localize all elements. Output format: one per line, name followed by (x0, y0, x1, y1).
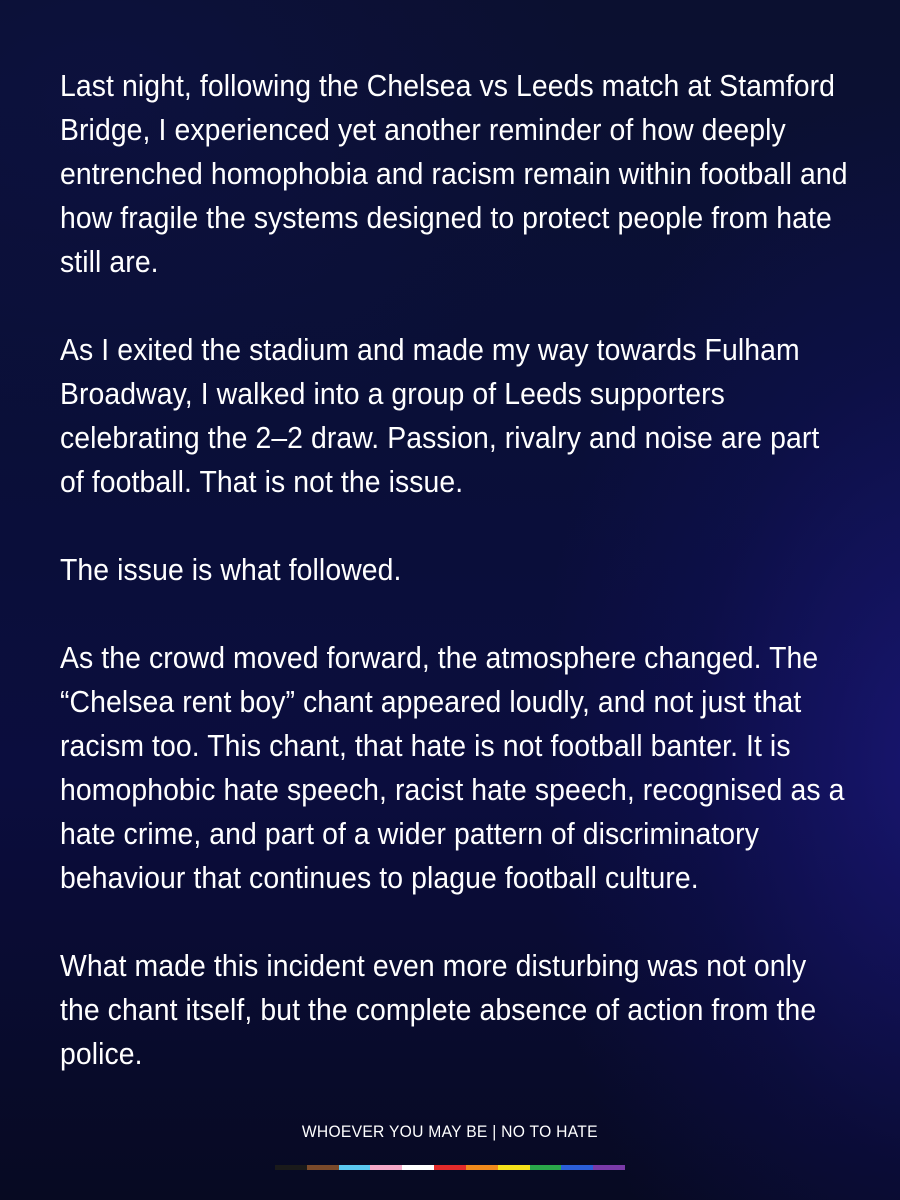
statement-paragraph-5: What made this incident even more disturbing was not only the chant itself, but the complete absence of action from the police. (60, 949, 817, 1071)
stripe-segment-10 (561, 1165, 593, 1170)
stripe-segment-11 (593, 1165, 625, 1170)
footer-slogan: WHOEVER YOU MAY BE | NO TO HATE (302, 1122, 598, 1141)
stripe-segment-8 (498, 1165, 530, 1170)
progress-pride-stripe (275, 1165, 625, 1170)
stripe-segment-5 (402, 1165, 434, 1170)
statement-body (60, 64, 850, 1120)
stripe-segment-2 (307, 1165, 339, 1170)
footer (0, 1122, 900, 1142)
statement-paragraph-1: Last night, following the Chelsea vs Leeds match at Stamford Bridge, I experienced yet another reminder of how deeply entrenched homophobia and racism remain within football and how fragile the systems designed to protect people from hate still are. (60, 69, 848, 279)
stripe-segment-9 (530, 1165, 562, 1170)
stripe-segment-6 (434, 1165, 466, 1170)
statement-paragraph-4: As the crowd moved forward, the atmosphere changed. The “Chelsea rent boy” chant appeared loudly, and not just that racism too. This chant, that hate is not football banter. It is homophobic hate speech, racist hate speech, recognised as a hate crime, and part of a wider pattern of discriminatory behaviour that continues to plague football culture. (60, 641, 845, 895)
statement-paragraph-2: As I exited the stadium and made my way towards Fulham Broadway, I walked into a group of Leeds supporters celebrating the 2–2 draw. Passion, rivalry and noise are part of football. That is not the issue. (60, 333, 820, 499)
stripe-segment-4 (370, 1165, 402, 1170)
stripe-segment-1 (275, 1165, 307, 1170)
stripe-segment-7 (466, 1165, 498, 1170)
stripe-segment-3 (339, 1165, 371, 1170)
statement-paragraph-3: The issue is what followed. (60, 553, 402, 587)
